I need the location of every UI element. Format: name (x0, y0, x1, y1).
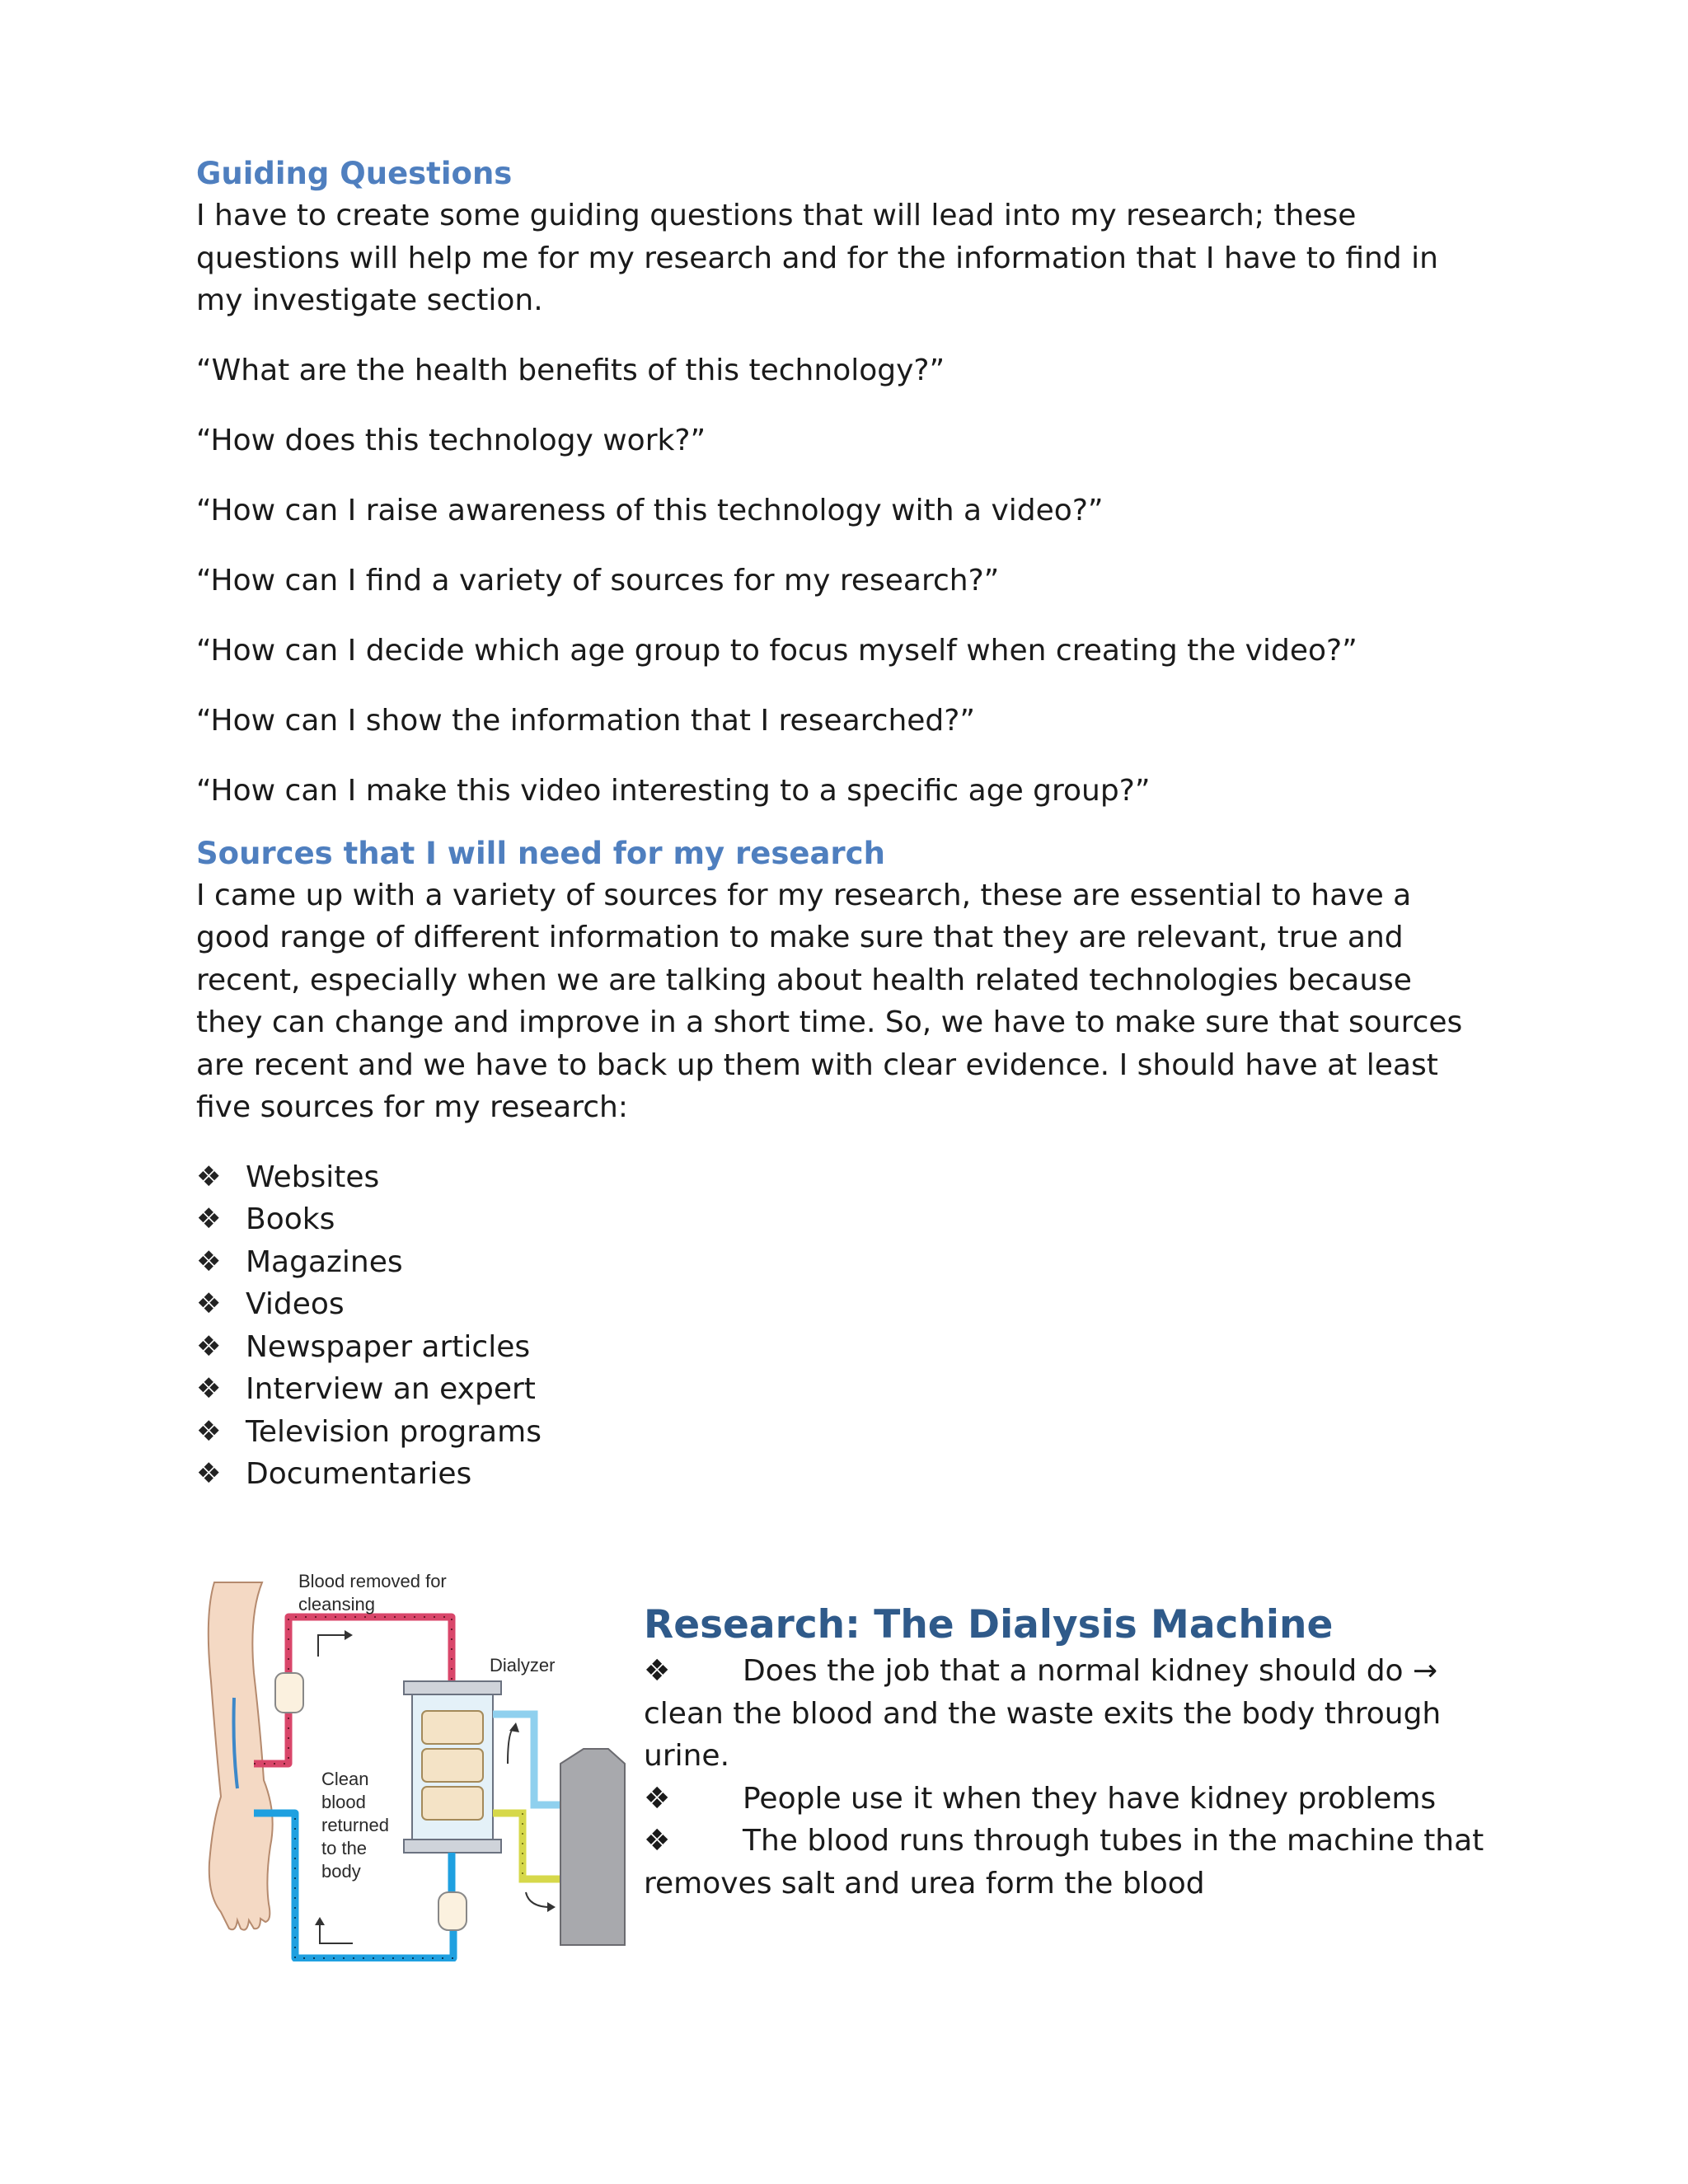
diamond-bullet-icon: ❖ (196, 1457, 222, 1490)
sources-intro: I came up with a variety of sources for my research, these are essential to have a good range of different information to make sure that they are relevant, true and recent, especially when we are talking about health related technologies because they can change and improve in a short time. So, we have to make sure that sources are recent and we have to back up them with clear evidence. I should have at least five sources for my research: (196, 878, 1463, 1124)
list-item: ❖ Magazines (196, 1241, 1482, 1284)
sources-heading: Sources that I will need for my research (196, 835, 885, 871)
diamond-bullet-icon: ❖ (196, 1202, 222, 1235)
diamond-bullet-icon: ❖ (644, 1824, 671, 1858)
label-clean: Clean blood returned to the body (321, 1769, 389, 1882)
list-item: ❖ Documentaries (196, 1453, 1482, 1496)
list-item: ❖ Newspaper articles (196, 1326, 1482, 1369)
yellow-tube-icon (493, 1813, 560, 1879)
question-item: “How can I make this video interesting to a specific age group?” (196, 773, 1151, 808)
question-item: “How can I raise awareness of this technology with a video?” (196, 493, 1104, 527)
list-item: ❖ Television programs (196, 1411, 1482, 1454)
question-item: “What are the health benefits of this technology?” (196, 353, 945, 387)
machine-icon (560, 1749, 625, 1945)
list-item: ❖ Books (196, 1198, 1482, 1241)
research-point: ❖ People use it when they have kidney problems (644, 1778, 1484, 1821)
list-item: ❖ Websites (196, 1156, 1482, 1199)
research-block (644, 1601, 1484, 1905)
guiding-intro: I have to create some guiding questions that will lead into my research; these questions will help me for my research and for the information that I have to find in my investigate section. (196, 199, 1438, 317)
label-removed: Blood removed for cleansing (298, 1571, 447, 1615)
diamond-bullet-icon: ❖ (644, 1654, 671, 1688)
main-content (196, 153, 1482, 1496)
dialysis-section (196, 1566, 1482, 1961)
list-item: ❖ Interview an expert (196, 1368, 1482, 1411)
arrow-up-icon (320, 1920, 353, 1943)
pump-chamber-icon (275, 1673, 303, 1713)
diamond-bullet-icon: ❖ (196, 1372, 222, 1405)
diamond-bullet-icon: ❖ (196, 1414, 222, 1448)
sources-list (196, 1156, 1482, 1496)
research-point: ❖ The blood runs through tubes in the machine that removes salt and urea form the blood (644, 1820, 1484, 1905)
guiding-questions-heading: Guiding Questions (196, 156, 513, 191)
diamond-bullet-icon: ❖ (196, 1329, 222, 1363)
diamond-bullet-icon: ❖ (196, 1287, 222, 1320)
label-dialyzer: Dialyzer (490, 1655, 556, 1675)
dialysis-diagram (196, 1566, 629, 1961)
question-item: “How can I decide which age group to focus myself when creating the video?” (196, 633, 1357, 668)
question-item: “How does this technology work?” (196, 423, 706, 457)
arm-icon (209, 1582, 273, 1930)
diamond-bullet-icon: ❖ (644, 1781, 671, 1816)
drip-chamber-icon (438, 1892, 467, 1930)
question-item: “How can I show the information that I researched?” (196, 703, 976, 738)
list-item: ❖ Videos (196, 1283, 1482, 1326)
diamond-bullet-icon: ❖ (196, 1160, 222, 1193)
diamond-bullet-icon: ❖ (196, 1244, 222, 1278)
research-point: ❖ Does the job that a normal kidney should do → clean the blood and the waste exits the body through urine. (644, 1650, 1484, 1778)
question-item: “How can I find a variety of sources for my research?” (196, 563, 1000, 598)
dialysate-tube-icon (493, 1714, 560, 1805)
research-heading: Research: The Dialysis Machine (644, 1602, 1334, 1647)
